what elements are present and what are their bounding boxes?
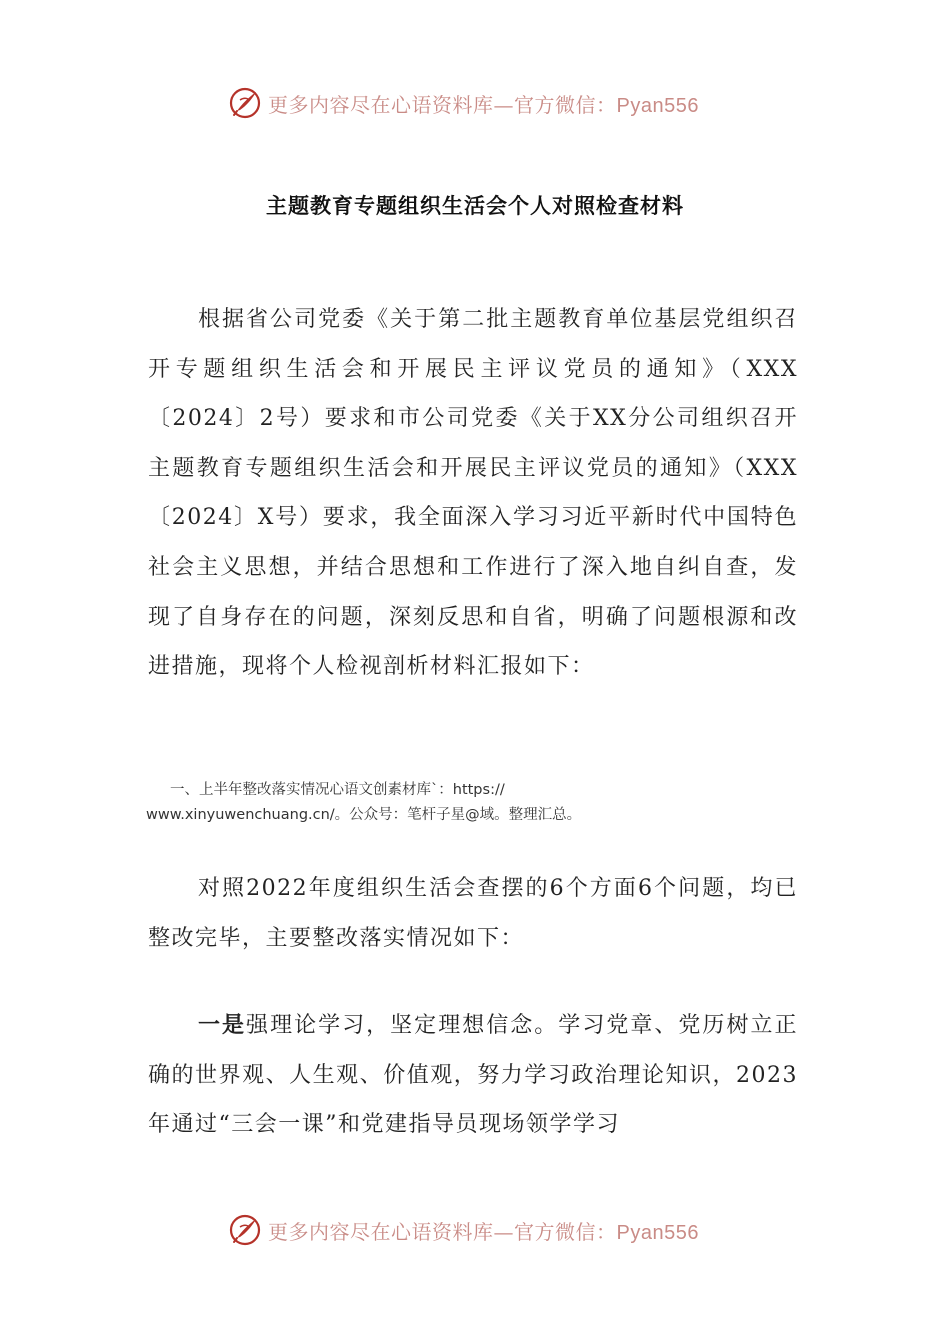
footer-banner	[228, 1211, 748, 1249]
rectification-summary-paragraph: 对照2022年度组织生活会查摆的6个方面6个问题，均已整改完毕，主要整改落实情况如下：	[148, 876, 798, 951]
quill-logo-icon	[228, 1213, 262, 1247]
source-note-line2: www.xinyuwenchuang.cn/。公众号：笔杆子星@域。整理汇总。	[146, 807, 582, 823]
source-note	[146, 778, 806, 828]
footer-banner-cn: 更多内容尽在心语资料库—官方微信：	[268, 1219, 617, 1244]
footer-wechat-id: Pyan556	[616, 1221, 699, 1244]
header-banner	[228, 84, 748, 122]
quill-logo-icon	[228, 86, 262, 120]
first-item-text: 强理论学习，坚定理想信念。学习党章、党历树立正确的世界观、人生观、价值观，努力学习政治理论知识，2023年通过“三会一课”和党建指导员现场领学学习	[148, 1013, 798, 1138]
intro-paragraph: 根据省公司党委《关于第二批主题教育单位基层党组织召开专题组织生活会和开展民主评议党员的通知》（XXX〔2024〕2号）要求和市公司党委《关于XX分公司组织召开主题教育专题组织生活会和开展民主评议党员的通知》（XXX〔2024〕X号）要求，我全面深入学习习近平新时代中国特色社会主义思想，并结合思想和工作进行了深入地自纠自查，发现了自身存在的问题，深刻反思和自省，明确了问题根源和改进措施，现将个人检视剖析材料汇报如下：	[148, 307, 798, 680]
source-note-line1	[146, 778, 806, 803]
header-banner-text	[268, 89, 699, 118]
source-note-line1-text: 一、上半年整改落实情况心语文创素材库`：https://	[170, 782, 505, 798]
document-title: 主题教育专题组织生活会个人对照检查材料	[266, 193, 684, 218]
first-item-lead: 一是	[198, 1012, 247, 1038]
header-wechat-id: Pyan556	[616, 94, 699, 117]
first-item-paragraph	[148, 1001, 798, 1150]
header-banner-cn: 更多内容尽在心语资料库—官方微信：	[268, 92, 617, 117]
footer-banner-text	[268, 1216, 699, 1245]
